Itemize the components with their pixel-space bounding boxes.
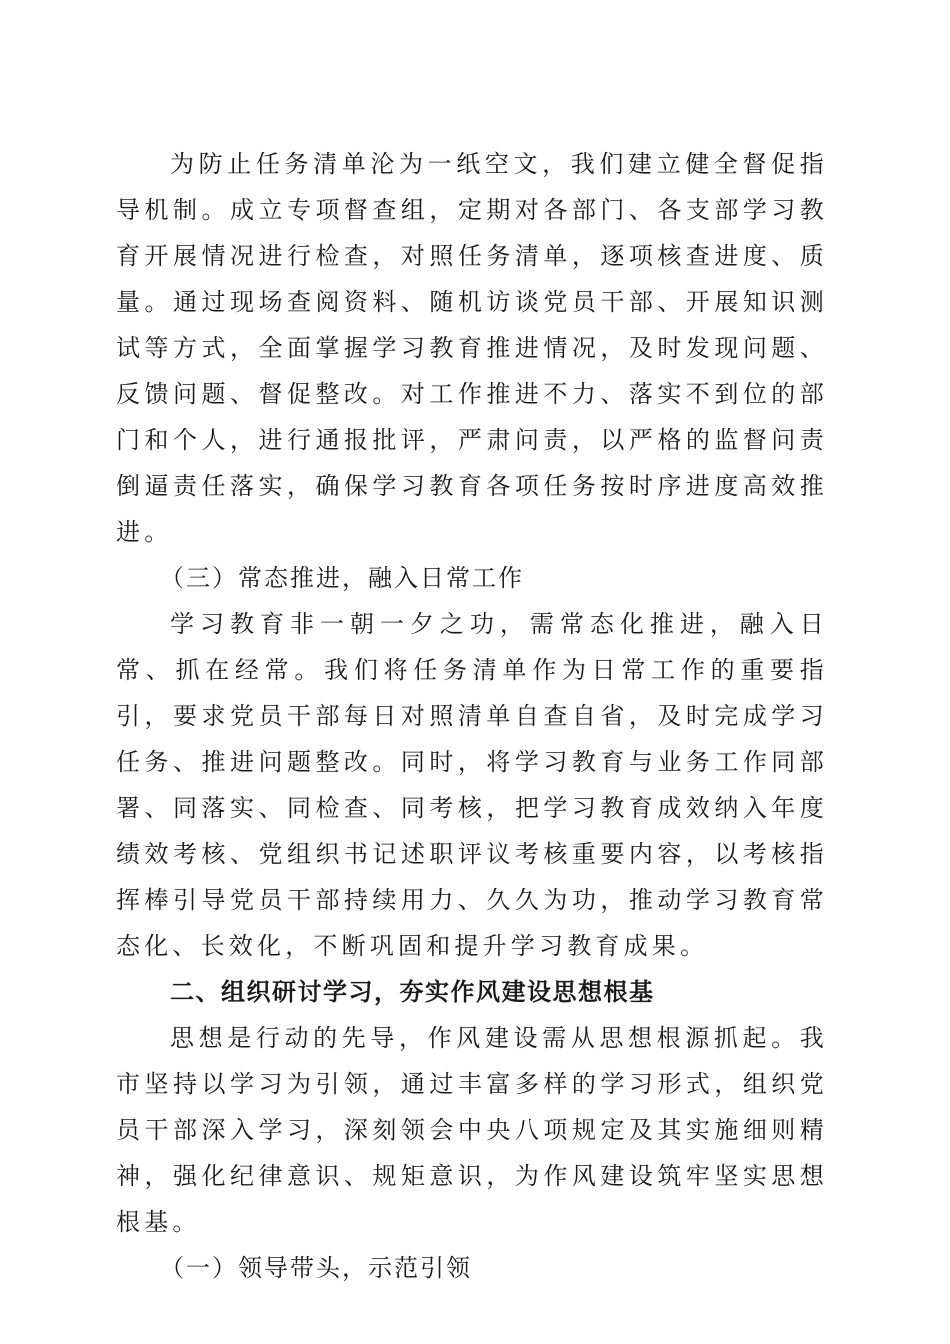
section-heading-study-seminar: 二、组织研讨学习，夯实作风建设思想根基 [170,978,655,1006]
paragraph-ideological-foundation: 思想是行动的先导，作风建设需从思想根源抓起。我市坚持以学习为引领，通过丰富多样的学习形式，组织党员干部深入学习，深刻领会中央八项规定及其实施细则精神，强化纪律意识、规矩意识，为作风建设筑牢坚实思想根基。 [116,1024,828,1236]
subheading-leadership-example: （一）领导带头，示范引领 [160,1254,472,1282]
document-body [116,141,828,1291]
subheading-normalized-promotion: （三）常态推进，融入日常工作 [160,564,524,592]
paragraph-daily-integration: 学习教育非一朝一夕之功，需常态化推进，融入日常、抓在经常。我们将任务清单作为日常工作的重要指引，要求党员干部每日对照清单自查自省，及时完成学习任务、推进问题整改。同时，将学习教育与业务工作同部署、同落实、同检查、同考核，把学习教育成效纳入年度绩效考核、党组织书记述职评议考核重要内容，以考核指挥棒引导党员干部持续用力、久久为功，推动学习教育常态化、长效化，不断巩固和提升学习教育成果。 [116,610,828,960]
paragraph-supervision-mechanism: 为防止任务清单沦为一纸空文，我们建立健全督促指导机制。成立专项督查组，定期对各部门、各支部学习教育开展情况进行检查，对照任务清单，逐项核查进度、质量。通过现场查阅资料、随机访谈党员干部、开展知识测试等方式，全面掌握学习教育推进情况，及时发现问题、反馈问题、督促整改。对工作推进不力、落实不到位的部门和个人，进行通报批评，严肃问责，以严格的监督问责倒逼责任落实，确保学习教育各项任务按时序进度高效推进。 [116,150,828,546]
